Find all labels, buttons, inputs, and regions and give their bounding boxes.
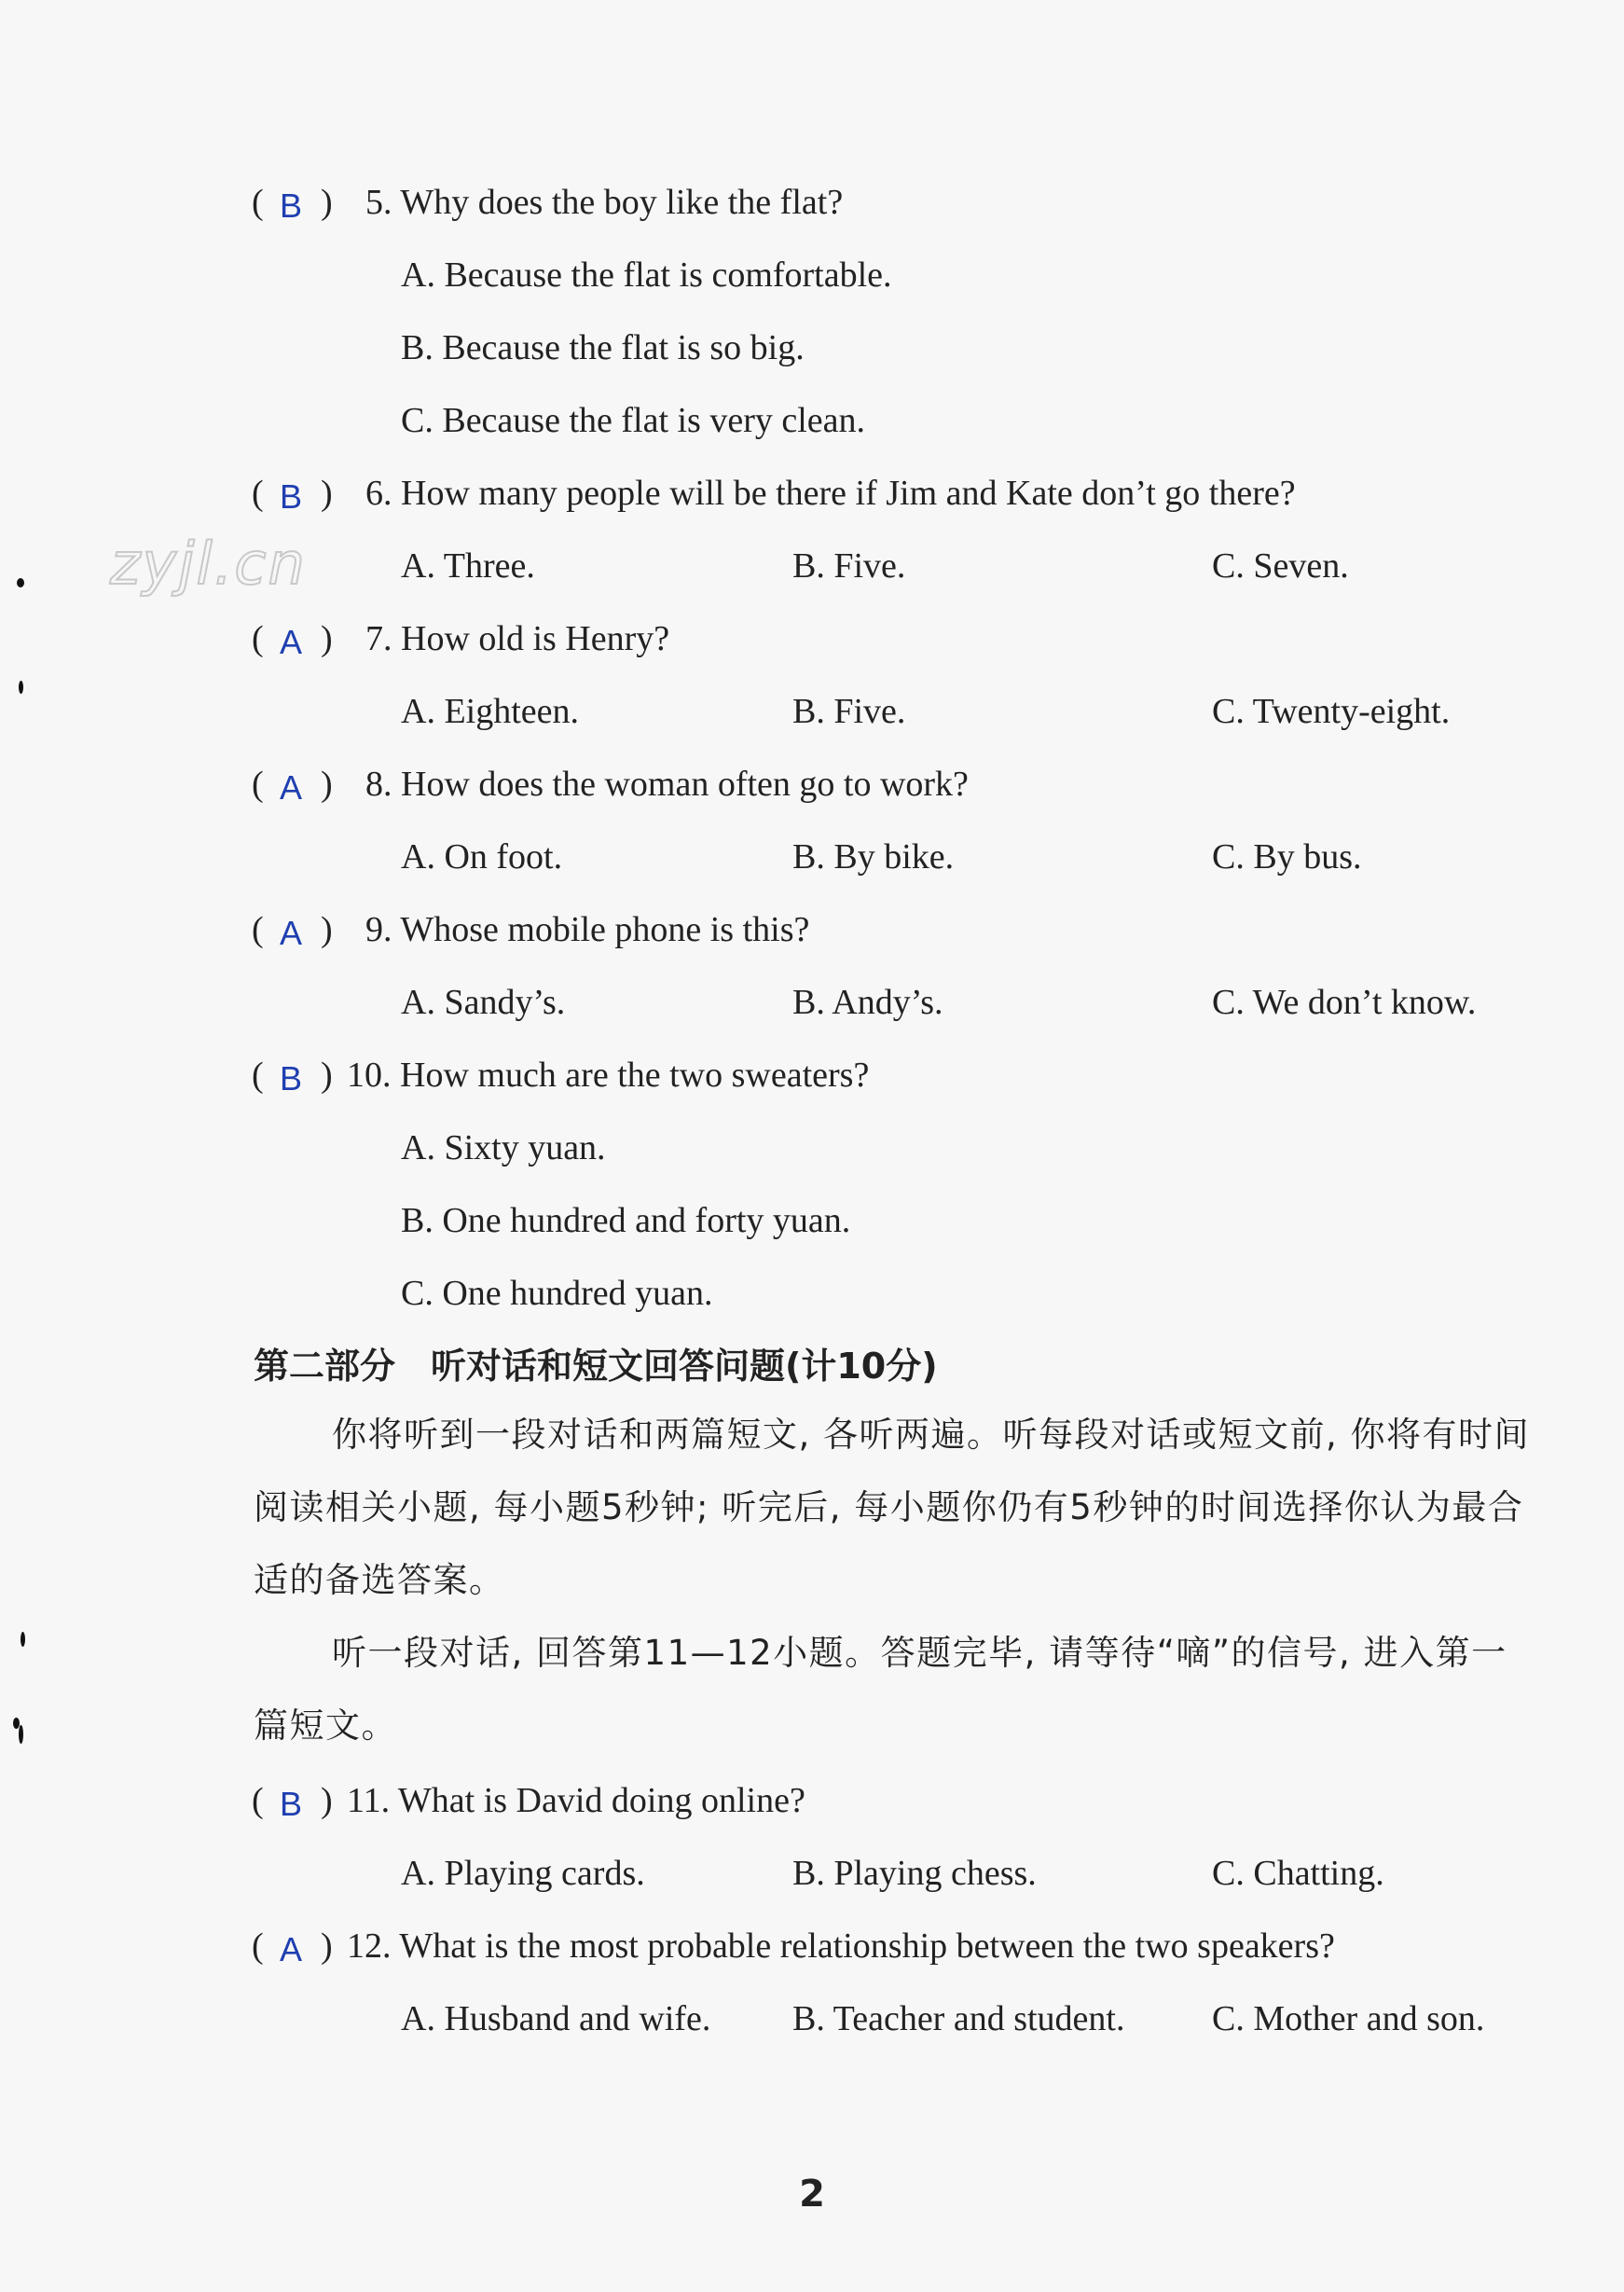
option-a: A. Eighteen.: [401, 692, 580, 731]
option-c: C. We don’t know.: [1212, 983, 1477, 1022]
option-b: B. By bike.: [792, 837, 955, 877]
answer-letter: A: [280, 914, 303, 952]
option-b: B. Teacher and student.: [792, 1999, 1125, 2038]
option-c: C. Seven.: [1212, 546, 1349, 586]
section-instructions: 你将听到一段对话和两篇短文, 各听两遍。听每段对话或短文前, 你将有时间阅读相关小题, 每小题5秒钟; 听完后, 每小题你仍有5秒钟的时间选择你认为最合适的备选答案。: [254, 1415, 1531, 1600]
option-a: A. Playing cards.: [401, 1854, 645, 1893]
scan-speck: [19, 1725, 23, 1744]
question-stem: 8. How does the woman often go to work?: [365, 765, 969, 804]
option-b: B. Andy’s.: [792, 983, 943, 1022]
answer-letter: B: [280, 477, 303, 516]
option-c: C. Twenty-eight.: [1212, 692, 1451, 731]
answer-letter: B: [280, 1059, 303, 1098]
answer-letter: B: [280, 1785, 303, 1823]
option-b: B. Because the flat is so big.: [401, 328, 805, 367]
option-c: C. Chatting.: [1212, 1854, 1384, 1893]
scan-speck: [17, 578, 24, 587]
question-stem: 5. Why does the boy like the flat?: [365, 183, 844, 222]
question-stem: 6. How many people will be there if Jim and Kate don’t go there?: [365, 474, 1296, 513]
option-c: C. By bus.: [1212, 837, 1362, 877]
question-stem: 10. How much are the two sweaters?: [347, 1056, 870, 1095]
scan-speck: [19, 681, 23, 694]
option-b: B. One hundred and forty yuan.: [401, 1201, 851, 1240]
watermark: zyjl.cn: [110, 530, 307, 598]
option-b: B. Five.: [792, 692, 906, 731]
answer-letter: A: [280, 1930, 303, 1968]
option-b: B. Playing chess.: [792, 1854, 1037, 1893]
option-a: A. On foot.: [401, 837, 563, 877]
question-stem: 11. What is David doing online?: [347, 1781, 805, 1820]
scan-speck: [21, 1632, 25, 1647]
dialogue-instructions: 听一段对话, 回答第11—12小题。答题完毕, 请等待“嘀”的信号, 进入第一篇短文。: [254, 1633, 1507, 1746]
option-a: A. Sixty yuan.: [401, 1128, 606, 1167]
option-c: C. Because the flat is very clean.: [401, 401, 866, 440]
option-a: A. Husband and wife.: [401, 1999, 711, 2038]
option-a: A. Because the flat is comfortable.: [401, 255, 892, 295]
answer-letter: B: [280, 186, 303, 225]
question-stem: 12. What is the most probable relationship between the two speakers?: [347, 1926, 1335, 1966]
option-c: C. Mother and son.: [1212, 1999, 1485, 2038]
page-number: 2: [799, 2173, 825, 2216]
option-b: B. Five.: [792, 546, 906, 586]
answer-letter: A: [280, 623, 303, 661]
question-stem: 7. How old is Henry?: [365, 619, 670, 658]
option-a: A. Sandy’s.: [401, 983, 566, 1022]
option-c: C. One hundred yuan.: [401, 1274, 713, 1313]
workbook-page: zyjl.cn ( B ) 5. Why does the boy like the flat? A. Because the flat is comfortable. B. Because the flat is so big. C. Because the flat is very clean. ( B ) 6. How many people will be there if Jim and Kate don’t go there? A. Three. B. Five. C. Seven. ( A ) 7. How old is Henry? A. Eighteen. B. Five. C. Twenty-eight. ( A ) 8. How does the woman often go to work? A. On foot. B. By bike. C. By bus. ( A ) 9. Whose mobile phone is this? A. Sandy’s. B. Andy’s. C. We don’t know. ( B ) 10. How much are the two sweaters? A. Sixty yuan. B. One hundred and forty yuan. C. One hundred yuan. 第二部分 听对话和短文回答问题(计10分) 你将听到一段对话和两篇短文, 各听两遍。听每段对话或短文前, 你将有时间阅读相关小题, 每小题5秒钟; 听完后, 每小题你仍有5秒钟的时间选择你认为最合适的备选答案。 听一段对话, 回答第11—12小题。答题完毕, 请等待“嘀”的信号, 进入第一篇短文。 ( B ) 11. What is David doing online? A. Playing cards. B. Playing chess. C. Chatting. ( A ) 12. What is the most probable relationship between the two speakers? A. Husband and wife. B. Teacher and student. C. Mother and son. 2: [0, 0, 1624, 2292]
answer-letter: A: [280, 768, 303, 807]
section-heading: 第二部分 听对话和短文回答问题(计10分): [254, 1346, 938, 1387]
option-a: A. Three.: [401, 546, 535, 586]
question-stem: 9. Whose mobile phone is this?: [365, 910, 810, 949]
